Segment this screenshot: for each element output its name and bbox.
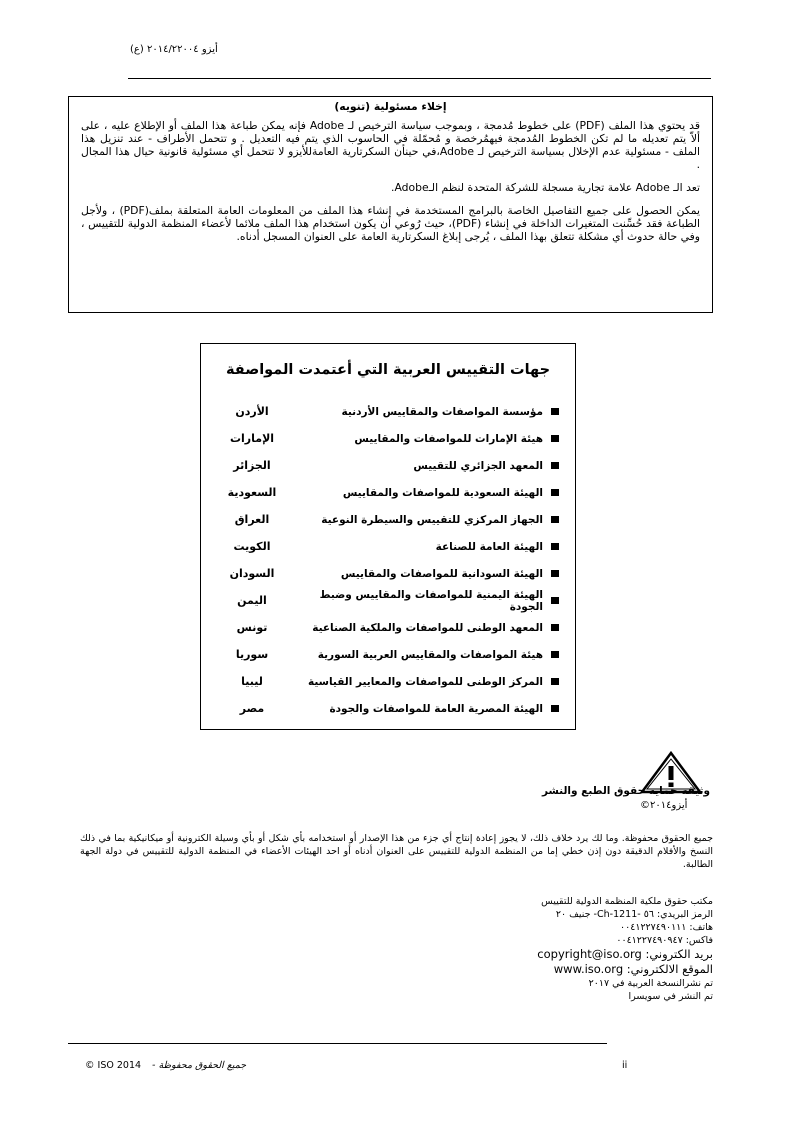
body-country: الكويت	[233, 540, 271, 553]
body-country: تونس	[236, 621, 268, 634]
list-item	[201, 425, 575, 452]
office-printed: تم النشر في سويسرا	[628, 991, 713, 1002]
bullet-icon	[551, 597, 559, 604]
bullet-icon	[551, 435, 559, 442]
body-name: الجهاز المركزي للتقييس والسيطرة النوعية	[321, 513, 543, 526]
bullet-icon	[551, 516, 559, 523]
body-name: المركز الوطنى للمواصفات والمعايير القياسية	[308, 675, 543, 688]
body-name: الهيئة المصرية العامة للمواصفات والجودة	[329, 702, 543, 715]
body-name: الهيئة العامة للصناعة	[435, 540, 543, 553]
body-country: الجزائر	[233, 459, 271, 472]
body-name: هيئة المواصفات والمقاييس العربية السورية	[317, 648, 543, 661]
body-name: المعهد الجزائري للتقييس	[413, 459, 543, 472]
disclaimer-paragraph-2: تعد الـ Adobe علامة تجارية مسجلة للشركة المتحدة لنظم الـAdobe.	[391, 181, 700, 194]
standards-bodies-box	[200, 343, 576, 730]
disclaimer-box	[68, 96, 713, 313]
body-name: مؤسسة المواصفات والمقاييس الأردنية	[341, 405, 543, 418]
list-item	[201, 479, 575, 506]
body-name: الهيئة اليمنية للمواصفات والمقاييس وضبط الجودة	[319, 588, 543, 613]
list-item	[201, 533, 575, 560]
office-email: بريد الكتروني: copyright@iso.org	[537, 947, 713, 961]
list-item	[201, 641, 575, 668]
footer-copyright: © ISO 2014	[85, 1060, 142, 1071]
list-item	[201, 668, 575, 695]
document-reference: أيزو ٢٠١٤/٢٢٠٠٤ (ع)	[130, 44, 218, 55]
body-country: اليمن	[237, 594, 267, 607]
body-country: مصر	[239, 702, 265, 715]
office-postal: الرمز البريدي: ٥٦ -Ch-1211- جنيف ٢٠	[555, 909, 713, 920]
disclaimer-paragraph-1: قد يحتوي هذا الملف (PDF) على خطوط مُدمجة ، وبموجب سياسة الترخيص لـ Adobe فإنه يمكن طباعة هذا الملف أو الإطلاع عليه ، على ألاّ يتم تعديله ما لم تكن الخطوط المُدمجة فيهمُرخصة و مُحمّلة في الحاسوب الذي يتم فيه التعديل . و تتحمل الأطراف - عند تنزيل هذا الملف - مسئولية عدم الإخلال بسياسة الترخيص لـ Adobe،في حينأن السكرتارية العامةللأيزو لا تتحمل أي مسئولية قانونية حيال هذا المجال .	[81, 119, 700, 171]
list-item	[201, 614, 575, 641]
bullet-icon	[551, 651, 559, 658]
bullet-icon	[551, 678, 559, 685]
body-name: المعهد الوطنى للمواصفات والملكية الصناعية	[312, 621, 543, 634]
body-country: العراق	[234, 513, 270, 526]
office-published: تم نشرالنسخة العربية في ٢٠١٧	[588, 978, 713, 989]
standards-bodies-list	[201, 398, 575, 722]
office-name: مكتب حقوق ملكية المنظمة الدولية للتقييس	[541, 896, 713, 907]
copyright-title: وثيقة حماية حقوق الطبع والنشر	[541, 785, 710, 797]
body-country: الإمارات	[229, 432, 275, 445]
copyright-text: جميع الحقوق محفوظة. وما لك يرد خلاف ذلك، لا يجوز إعادة إنتاج أي جزء من هذا الإصدار أو استخدامه بأي شكل أو بأي وسيلة الكترونية أو ميكانيكية بما في ذلك النسخ والأفلام الدقيقة دون إذن خطي إما من المنظمة الدولية للتقييس على العنوان أدناه أو احد الهيئات الأعضاء في المنظمة الدولية للتقييس في دولة الجهة الطالبة.	[80, 833, 713, 870]
body-name: هيئة الإمارات للمواصفات والمقاييس	[354, 432, 543, 445]
page-number: ii	[622, 1060, 628, 1071]
bullet-icon	[551, 570, 559, 577]
office-fax: فاكس: ٠٠٤١٢٢٧٤٩٠٩٤٧	[616, 935, 713, 946]
office-website: الموقع الالكتروني: www.iso.org	[553, 962, 713, 976]
body-country: ليبيا	[241, 675, 263, 688]
footer-rights: جميع الحقوق محفوظة -	[152, 1060, 247, 1071]
office-phone: هاتف: ٠٠٤١٢٢٧٤٩٠١١١	[620, 922, 713, 933]
list-item	[201, 506, 575, 533]
bullet-icon	[551, 462, 559, 469]
bullet-icon	[551, 489, 559, 496]
bullet-icon	[551, 543, 559, 550]
disclaimer-paragraph-3: يمكن الحصول على جميع التفاصيل الخاصة بالبرامج المستخدمة في إنشاء هذا الملف من المعلومات العامة المتعلقة بملف(PDF) ، ولأجل الطباعة فقد حُسِّنت المتغيرات الداخلة في إنشاء (PDF)، حيث رُوعي أن يكون استخدام هذا الملف ملائما لأعضاء المنظمة الدولية للتقييس ، وفي حالة حدوث أي مشكلة تتعلق بهذا الملف ، يُرجى إبلاغ السكرتارية العامة على العنوان المسجل أدناه.	[81, 204, 700, 243]
copyright-office	[380, 895, 713, 1003]
list-item	[201, 587, 575, 614]
body-country: سوريا	[235, 648, 269, 661]
list-item	[201, 695, 575, 722]
body-name: الهيئة السودانية للمواصفات والمقاييس	[340, 567, 543, 580]
bullet-icon	[551, 624, 559, 631]
copyright-year: أيزو٢٠١٤©	[640, 800, 688, 811]
disclaimer-title: إخلاء مسئولية (تنويه)	[334, 100, 447, 113]
bullet-icon	[551, 408, 559, 415]
body-country: الأردن	[235, 405, 269, 418]
header-divider	[128, 78, 711, 79]
standards-bodies-title: جهات التقييس العربية التي أعتمدت المواصفة	[225, 362, 551, 378]
footer-divider	[68, 1043, 607, 1044]
list-item	[201, 560, 575, 587]
list-item	[201, 452, 575, 479]
bullet-icon	[551, 705, 559, 712]
body-country: السعودية	[227, 486, 277, 499]
list-item	[201, 398, 575, 425]
body-country: السودان	[229, 567, 275, 580]
body-name: الهيئة السعودية للمواصفات والمقاييس	[342, 486, 543, 499]
